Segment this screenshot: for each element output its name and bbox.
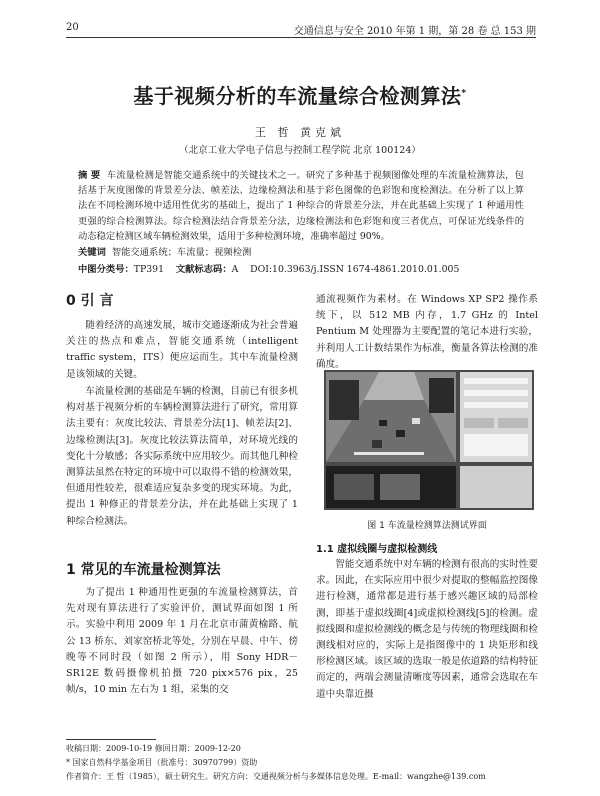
keywords-text: 智能交通系统；车流量；视频检测	[111, 247, 252, 258]
doc-label: 文献标志码：	[175, 264, 232, 275]
affiliation: （北京工业大学电子信息与控制工程学院 北京 100124）	[179, 145, 421, 156]
section-1-1-paragraph-1: 智能交通系统中对车辆的检测有很高的实时性要求。因此，在实际应用中很少对提取的整幅监控图像进行检测，通常都是进行基于感兴趣区域的局部检测，即基于虚拟线圈[4]或虚拟检测线[5]的检测。虚拟线圈和虚拟检测线的概念是与传统的物理线圈和检测线相对应的，实际上是指图像中的 1 块矩形和线形检测区域。该区域的选取一般是依道路的结构特征而定的，两端会测量清晰度等因素，通常会选取在车道中央靠近摄	[316, 559, 538, 700]
intro-paragraph-2: 车流量检测的基础是车辆的检测，目前已有很多机构对基于视频分析的车辆检测算法进行了研究，常用算法主要有：灰度比较法、背景差分法[1]、帧差法[2]、边缘检测法[3]。灰度比较法算法简单，对环境光线的变化十分敏感；各实际系统中应用较少。而其他几种检测算法虽然在特定的环境中可以取得不错的检测效果，但通用性较差，很难适应复杂多变的现实环境。为此，提出 1 种修正的背景差分法，并在此基础上实现了 1 种综合检测法。	[66, 386, 298, 527]
authors: 王 哲 黄克斌	[255, 126, 345, 139]
footnote-rule	[66, 739, 156, 740]
title-text: 基于视频分析的车流量综合检测算法	[133, 84, 462, 108]
running-header	[66, 22, 536, 36]
title-footnote-mark: *	[461, 88, 467, 99]
footnote-fund: * 国家自然科学基金项目（批准号：30970799）资助	[66, 758, 258, 767]
intro-paragraph-1: 随着经济的高速发展，城市交通逐渐成为社会普遍关注的热点和难点，智能交通系统（intelligent traffic system，ITS）便应运而生。其中车流量检测是该领域的关键。	[66, 320, 298, 380]
footnote-received: 收稿日期：2009-10-19 修回日期：2009-12-20	[66, 744, 241, 753]
doc-value: A	[231, 264, 239, 275]
abstract-label: 摘 要	[78, 170, 101, 181]
journal-info: 交通信息与安全 2010 年第 1 期，第 28 卷 总 153 期	[293, 26, 536, 37]
page-number: 20	[66, 22, 79, 33]
figure-1-caption: 图 1 车流量检测算法测试界面	[367, 521, 487, 531]
section-1-paragraph-1: 为了提出 1 种通用性更强的车流量检测算法，首先对现有算法进行了实验评价，测试界面如图 1 所示。实验中利用 2009 年 1 月在北京市蒲黄榆路、航公 13 桥东、刘家窑桥北等处，分别在早晨、中午、傍晚等不同时段（如图 2 所示），用 Sony HDR－SR12E 数码摄像机拍摄 720 pix×576 pix，25 帧/s，10 min 左右为 1 组，采集的交	[66, 587, 298, 696]
clc-value: TP391	[133, 264, 164, 275]
section-0-heading: 0 引 言	[66, 293, 114, 309]
section-1-heading: 1 常见的车流量检测算法	[66, 562, 221, 578]
abstract-text: 车流量检测是智能交通系统中的关键技术之一。研究了多种基于视频图像处理的车流量检测算法，包括基于灰度图像的背景差分法、帧差法、边缘检测法和基于彩色图像的色彩饱和度检测法。在分析了以上算法在不同检测环境中适用性优劣的基础上，提出了 1 种综合的背景差分法，并在此基础上实现了 1 种通用性更强的综合检测算法。综合检测法结合背景差分法，边缘检测法和色彩饱和度三者优点，可保证光线条件的动态稳定检测区域车辆检测效果，适用于多种检测环境，准确率超过 90%。	[78, 170, 524, 242]
keywords	[78, 245, 524, 260]
figure-1-screenshot	[324, 370, 534, 510]
abstract	[78, 168, 524, 244]
header-rule	[66, 37, 536, 38]
classification	[78, 262, 524, 277]
keywords-label: 关键词	[78, 247, 106, 258]
doi: DOI:10.3963/j.ISSN 1674-4861.2010.01.005	[250, 264, 460, 275]
section-1-1-heading: 1.1 虚拟线圈与虚拟检测线	[316, 544, 438, 555]
footnote-author-bio: 作者简介：王 哲（1985），硕士研究生。研究方向：交通视频分析与多媒体信息处理。E-mail：wangzhe@139.com	[66, 772, 486, 781]
col2-paragraph-1: 通流视频作为素材。在 Windows XP SP2 操作系统下，以 512 MB 内存，1.7 GHz 的 Intel Pentium M 处理器为主要配置的笔记本进行实验，并利用人工计数结果作为标准，衡量各算法检测的准确度。	[316, 294, 538, 370]
paper-title	[70, 80, 530, 109]
clc-label: 中图分类号：	[78, 264, 134, 275]
traffic-video-image	[324, 370, 534, 510]
